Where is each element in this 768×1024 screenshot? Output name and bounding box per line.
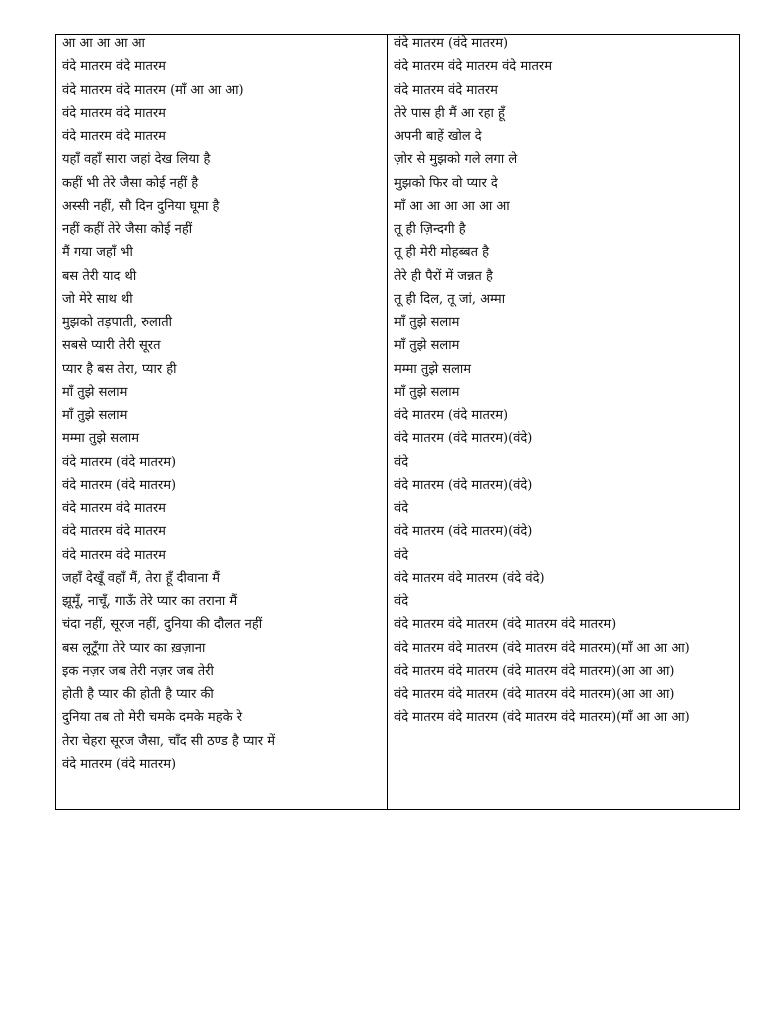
left-lyric-line: कहीं भी तेरे जैसा कोई नहीं है [62, 175, 199, 191]
right-lyric-line: वंदे [394, 594, 409, 609]
right-lyric-line: माँ तुझे सलाम [394, 338, 460, 354]
left-lyric-line: वंदे मातरम (वंदे मातरम) [62, 454, 177, 470]
left-lyric-line: जो मेरे साथ थी [62, 291, 133, 307]
right-lyric-line: वंदे मातरम वंदे मातरम (वंदे मातरम वंदे मातरम)(माँ आ आ आ) [394, 640, 690, 656]
left-lyric-line: मैं गया जहाँ भी [62, 245, 133, 261]
right-lyric-line: वंदे मातरम वंदे मातरम (वंदे मातरम वंदे मातरम) [394, 617, 617, 633]
right-lyric-line: तेरे ही पैरों में जन्नत है [394, 268, 493, 284]
left-lyric-line: चंदा नहीं, सूरज नहीं, दुनिया की दौलत नहीं [62, 617, 263, 633]
left-lyric-line: अस्सी नहीं, सौ दिन दुनिया घूमा है [62, 198, 220, 214]
right-lyric-line: वंदे मातरम वंदे मातरम [394, 82, 498, 98]
left-lyric-line: वंदे मातरम वंदे मातरम [62, 547, 166, 563]
right-lyric-line: ज़ोर से मुझको गले लगा ले [394, 152, 518, 168]
lyrics-column-left [56, 35, 388, 809]
right-lyric-line: वंदे मातरम (वंदे मातरम)(वंदे) [394, 524, 533, 540]
left-lyric-line: वंदे मातरम वंदे मातरम (माँ आ आ आ) [62, 82, 244, 98]
left-lyric-line: माँ तुझे सलाम [62, 408, 128, 423]
right-lyric-line: तू ही मेरी मोहब्बत है [394, 245, 490, 261]
left-lyric-line: वंदे मातरम (वंदे मातरम) [62, 477, 177, 493]
left-lyric-line: माँ तुझे सलाम [62, 384, 128, 400]
left-lyric-line: वंदे मातरम वंदे मातरम [62, 105, 166, 121]
right-lyric-line: वंदे मातरम वंदे मातरम (वंदे वंदे) [394, 570, 545, 586]
right-lyric-line: वंदे मातरम (वंदे मातरम)(वंदे) [394, 431, 533, 447]
left-lyric-line: होती है प्यार की होती है प्यार की [62, 687, 214, 702]
right-lyric-line: वंदे [394, 454, 409, 470]
left-lyric-line: वंदे मातरम वंदे मातरम [62, 524, 166, 540]
left-lyric-line: तेरा चेहरा सूरज जैसा, चाँद सी ठण्ड है प्यार में [62, 733, 275, 749]
left-lyric-line: दुनिया तब तो मेरी चमके दमके महके रे [62, 710, 243, 726]
left-lyric-line: नहीं कहीं तेरे जैसा कोई नहीं [62, 222, 193, 237]
left-lyric-line: बस तेरी याद थी [62, 268, 137, 284]
right-lyric-line: अपनी बाहें खोल दे [394, 129, 482, 144]
right-lyric-line: तू ही दिल, तू जां, अम्मा [394, 291, 506, 307]
right-lyric-line: माँ आ आ आ आ आ आ [394, 198, 510, 214]
left-lyric-line: वंदे मातरम वंदे मातरम [62, 59, 166, 75]
right-lyric-line: वंदे [394, 501, 409, 516]
right-lyric-line: वंदे मातरम (वंदे मातरम)(वंदे) [394, 477, 533, 493]
left-lyric-line: आ आ आ आ आ [62, 36, 145, 51]
left-lyric-line: मम्मा तुझे सलाम [62, 431, 140, 447]
lyrics-table [55, 34, 740, 810]
right-lyric-line: वंदे [394, 547, 409, 563]
right-lyric-line: तू ही ज़िन्दगी है [394, 222, 466, 237]
right-lyric-line: मुझको फिर वो प्यार दे [394, 175, 498, 191]
lyrics-column-right [388, 35, 739, 809]
left-lyric-line: वंदे मातरम वंदे मातरम [62, 129, 166, 144]
right-lyric-line: वंदे मातरम वंदे मातरम (वंदे मातरम वंदे मातरम)(आ आ आ) [394, 663, 675, 679]
right-lyric-line: वंदे मातरम वंदे मातरम (वंदे मातरम वंदे मातरम)(आ आ आ) [394, 687, 675, 702]
right-lyric-line: माँ तुझे सलाम [394, 315, 460, 330]
left-lyric-line: मुझको तड़पाती, रुलाती [62, 315, 172, 330]
left-lyric-line: बस लूटूँगा तेरे प्यार का ख़ज़ाना [62, 640, 206, 656]
right-lyric-line: वंदे मातरम वंदे मातरम (वंदे मातरम वंदे मातरम)(माँ आ आ आ) [394, 710, 690, 726]
left-lyric-line: प्यार है बस तेरा, प्यार ही [62, 361, 177, 377]
right-lyric-line: मम्मा तुझे सलाम [394, 361, 472, 377]
right-lyric-line: माँ तुझे सलाम [394, 384, 460, 400]
right-lyric-line: तेरे पास ही मैं आ रहा हूँ [394, 105, 505, 121]
left-lyric-line: वंदे मातरम वंदे मातरम [62, 501, 166, 516]
left-lyric-line: सबसे प्यारी तेरी सूरत [62, 338, 161, 354]
left-lyric-line: जहाँ देखूँ वहाँ मैं, तेरा हूँ दीवाना मैं [62, 570, 221, 586]
left-lyric-line: इक नज़र जब तेरी नज़र जब तेरी [62, 663, 214, 679]
left-lyric-line: झूमूँ, नाचूँ, गाऊँ तेरे प्यार का तराना मैं [62, 594, 238, 609]
left-lyric-line: यहाँ वहाँ सारा जहां देख लिया है [62, 152, 211, 168]
right-lyric-line: वंदे मातरम वंदे मातरम वंदे मातरम [394, 59, 552, 75]
left-lyric-line: वंदे मातरम (वंदे मातरम) [62, 756, 177, 772]
right-lyric-line: वंदे मातरम (वंदे मातरम) [394, 408, 509, 423]
right-lyric-line: वंदे मातरम (वंदे मातरम) [394, 36, 509, 51]
